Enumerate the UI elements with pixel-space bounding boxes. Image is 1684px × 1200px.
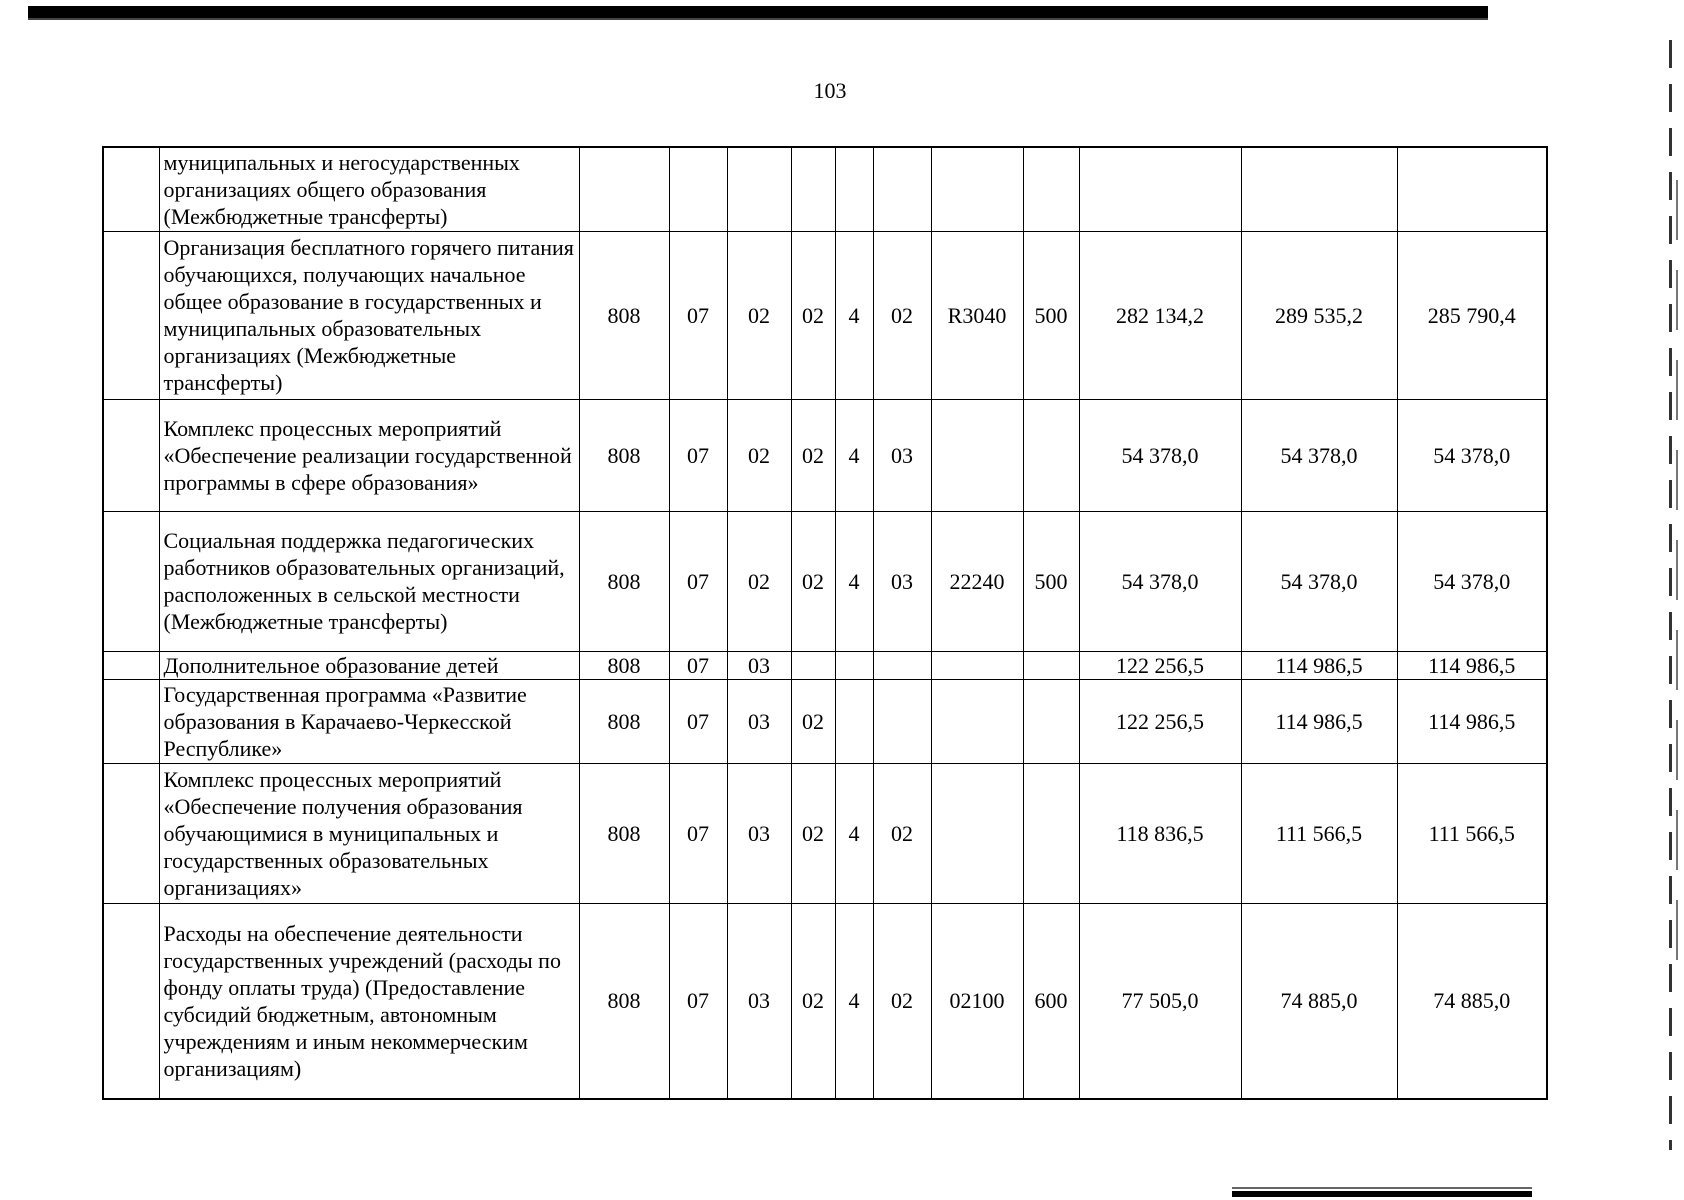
code-cell-c3: 03 <box>727 763 791 903</box>
amount-cell-a1 <box>1079 147 1241 231</box>
table-row <box>103 679 1547 763</box>
code-cell-c2: 07 <box>669 679 727 763</box>
code-cell-c8 <box>1023 399 1079 511</box>
code-cell-c7 <box>931 651 1023 679</box>
code-cell-c7: 22240 <box>931 511 1023 651</box>
amount-cell-a2: 54 378,0 <box>1241 511 1397 651</box>
scan-bottom-border <box>1232 1191 1532 1197</box>
description-cell: Социальная поддержка педагогических работников образовательных организаций, расположенных в сельской местности (Межбюджетные трансферты) <box>159 511 579 651</box>
table-row <box>103 231 1547 399</box>
table-row <box>103 903 1547 1099</box>
code-cell-c5 <box>835 651 873 679</box>
table-row <box>103 399 1547 511</box>
code-cell-c6: 02 <box>873 763 931 903</box>
code-cell-c5 <box>835 147 873 231</box>
amount-cell-a2: 54 378,0 <box>1241 399 1397 511</box>
code-cell-c7 <box>931 399 1023 511</box>
amount-cell-a1: 77 505,0 <box>1079 903 1241 1099</box>
row-number-cell <box>103 679 159 763</box>
amount-cell-a3: 114 986,5 <box>1397 651 1547 679</box>
code-cell-c7: R3040 <box>931 231 1023 399</box>
code-cell-c3: 02 <box>727 399 791 511</box>
code-cell-c1: 808 <box>579 903 669 1099</box>
table-row <box>103 511 1547 651</box>
code-cell-c4: 02 <box>791 399 835 511</box>
amount-cell-a2: 289 535,2 <box>1241 231 1397 399</box>
code-cell-c6 <box>873 651 931 679</box>
amount-cell-a3: 54 378,0 <box>1397 399 1547 511</box>
amount-cell-a1: 54 378,0 <box>1079 399 1241 511</box>
code-cell-c3: 03 <box>727 651 791 679</box>
scan-right-edge <box>1669 40 1672 1150</box>
code-cell-c1: 808 <box>579 399 669 511</box>
code-cell-c4: 02 <box>791 231 835 399</box>
description-cell: Государственная программа «Развитие образования в Карачаево-Черкесской Республике» <box>159 679 579 763</box>
row-number-cell <box>103 147 159 231</box>
amount-cell-a3: 114 986,5 <box>1397 679 1547 763</box>
row-number-cell <box>103 231 159 399</box>
row-number-cell <box>103 511 159 651</box>
code-cell-c8 <box>1023 763 1079 903</box>
code-cell-c3: 03 <box>727 679 791 763</box>
code-cell-c2: 07 <box>669 763 727 903</box>
description-cell: Организация бесплатного горячего питания обучающихся, получающих начальное общее образование в государственных и муниципальных образовательных организациях (Межбюджетные трансферты) <box>159 231 579 399</box>
code-cell-c8: 500 <box>1023 511 1079 651</box>
code-cell-c2: 07 <box>669 399 727 511</box>
code-cell-c7 <box>931 147 1023 231</box>
code-cell-c8 <box>1023 651 1079 679</box>
amount-cell-a3: 74 885,0 <box>1397 903 1547 1099</box>
code-cell-c3: 02 <box>727 511 791 651</box>
code-cell-c1: 808 <box>579 763 669 903</box>
code-cell-c3 <box>727 147 791 231</box>
amount-cell-a1: 282 134,2 <box>1079 231 1241 399</box>
code-cell-c1: 808 <box>579 651 669 679</box>
amount-cell-a2: 74 885,0 <box>1241 903 1397 1099</box>
description-cell: Комплекс процессных мероприятий «Обеспечение реализации государственной программы в сфере образования» <box>159 399 579 511</box>
budget-table <box>102 146 1548 1100</box>
row-number-cell <box>103 399 159 511</box>
amount-cell-a3 <box>1397 147 1547 231</box>
code-cell-c6: 03 <box>873 511 931 651</box>
code-cell-c5 <box>835 679 873 763</box>
code-cell-c7 <box>931 679 1023 763</box>
code-cell-c2: 07 <box>669 651 727 679</box>
code-cell-c4: 02 <box>791 763 835 903</box>
code-cell-c6: 02 <box>873 231 931 399</box>
code-cell-c5: 4 <box>835 903 873 1099</box>
description-cell: муниципальных и негосударственных организациях общего образования (Межбюджетные трансферты) <box>159 147 579 231</box>
description-cell: Дополнительное образование детей <box>159 651 579 679</box>
table-row <box>103 147 1547 231</box>
code-cell-c3: 03 <box>727 903 791 1099</box>
row-number-cell <box>103 763 159 903</box>
description-cell: Расходы на обеспечение деятельности государственных учреждений (расходы по фонду оплаты труда) (Предоставление субсидий бюджетным, автономным учреждениям и иным некоммерческим организациям) <box>159 903 579 1099</box>
amount-cell-a3: 111 566,5 <box>1397 763 1547 903</box>
row-number-cell <box>103 651 159 679</box>
scan-top-border <box>28 6 1488 18</box>
budget-table-body <box>103 147 1547 1099</box>
code-cell-c2: 07 <box>669 511 727 651</box>
amount-cell-a2: 114 986,5 <box>1241 651 1397 679</box>
code-cell-c1 <box>579 147 669 231</box>
code-cell-c7: 02100 <box>931 903 1023 1099</box>
code-cell-c7 <box>931 763 1023 903</box>
scan-bottom-border-thin <box>1232 1187 1532 1189</box>
code-cell-c5: 4 <box>835 231 873 399</box>
description-cell: Комплекс процессных мероприятий «Обеспечение получения образования обучающимися в муниципальных и государственных образовательных организациях» <box>159 763 579 903</box>
scan-top-border-thin <box>28 18 1488 20</box>
code-cell-c5: 4 <box>835 763 873 903</box>
code-cell-c3: 02 <box>727 231 791 399</box>
code-cell-c6: 02 <box>873 903 931 1099</box>
code-cell-c5: 4 <box>835 399 873 511</box>
code-cell-c2 <box>669 147 727 231</box>
table-row <box>103 763 1547 903</box>
code-cell-c4 <box>791 147 835 231</box>
code-cell-c4: 02 <box>791 511 835 651</box>
amount-cell-a2: 114 986,5 <box>1241 679 1397 763</box>
code-cell-c6 <box>873 679 931 763</box>
amount-cell-a2 <box>1241 147 1397 231</box>
code-cell-c8 <box>1023 147 1079 231</box>
code-cell-c4: 02 <box>791 679 835 763</box>
code-cell-c4: 02 <box>791 903 835 1099</box>
page-number: 103 <box>813 78 847 103</box>
code-cell-c1: 808 <box>579 231 669 399</box>
code-cell-c4 <box>791 651 835 679</box>
scan-right-edge-secondary <box>1676 180 1678 980</box>
code-cell-c2: 07 <box>669 231 727 399</box>
amount-cell-a1: 122 256,5 <box>1079 651 1241 679</box>
table-row <box>103 651 1547 679</box>
amount-cell-a1: 118 836,5 <box>1079 763 1241 903</box>
code-cell-c8: 500 <box>1023 231 1079 399</box>
code-cell-c8 <box>1023 679 1079 763</box>
amount-cell-a1: 54 378,0 <box>1079 511 1241 651</box>
code-cell-c5: 4 <box>835 511 873 651</box>
code-cell-c6 <box>873 147 931 231</box>
amount-cell-a3: 54 378,0 <box>1397 511 1547 651</box>
code-cell-c1: 808 <box>579 679 669 763</box>
row-number-cell <box>103 903 159 1099</box>
amount-cell-a3: 285 790,4 <box>1397 231 1547 399</box>
code-cell-c2: 07 <box>669 903 727 1099</box>
code-cell-c6: 03 <box>873 399 931 511</box>
code-cell-c1: 808 <box>579 511 669 651</box>
code-cell-c8: 600 <box>1023 903 1079 1099</box>
amount-cell-a2: 111 566,5 <box>1241 763 1397 903</box>
amount-cell-a1: 122 256,5 <box>1079 679 1241 763</box>
